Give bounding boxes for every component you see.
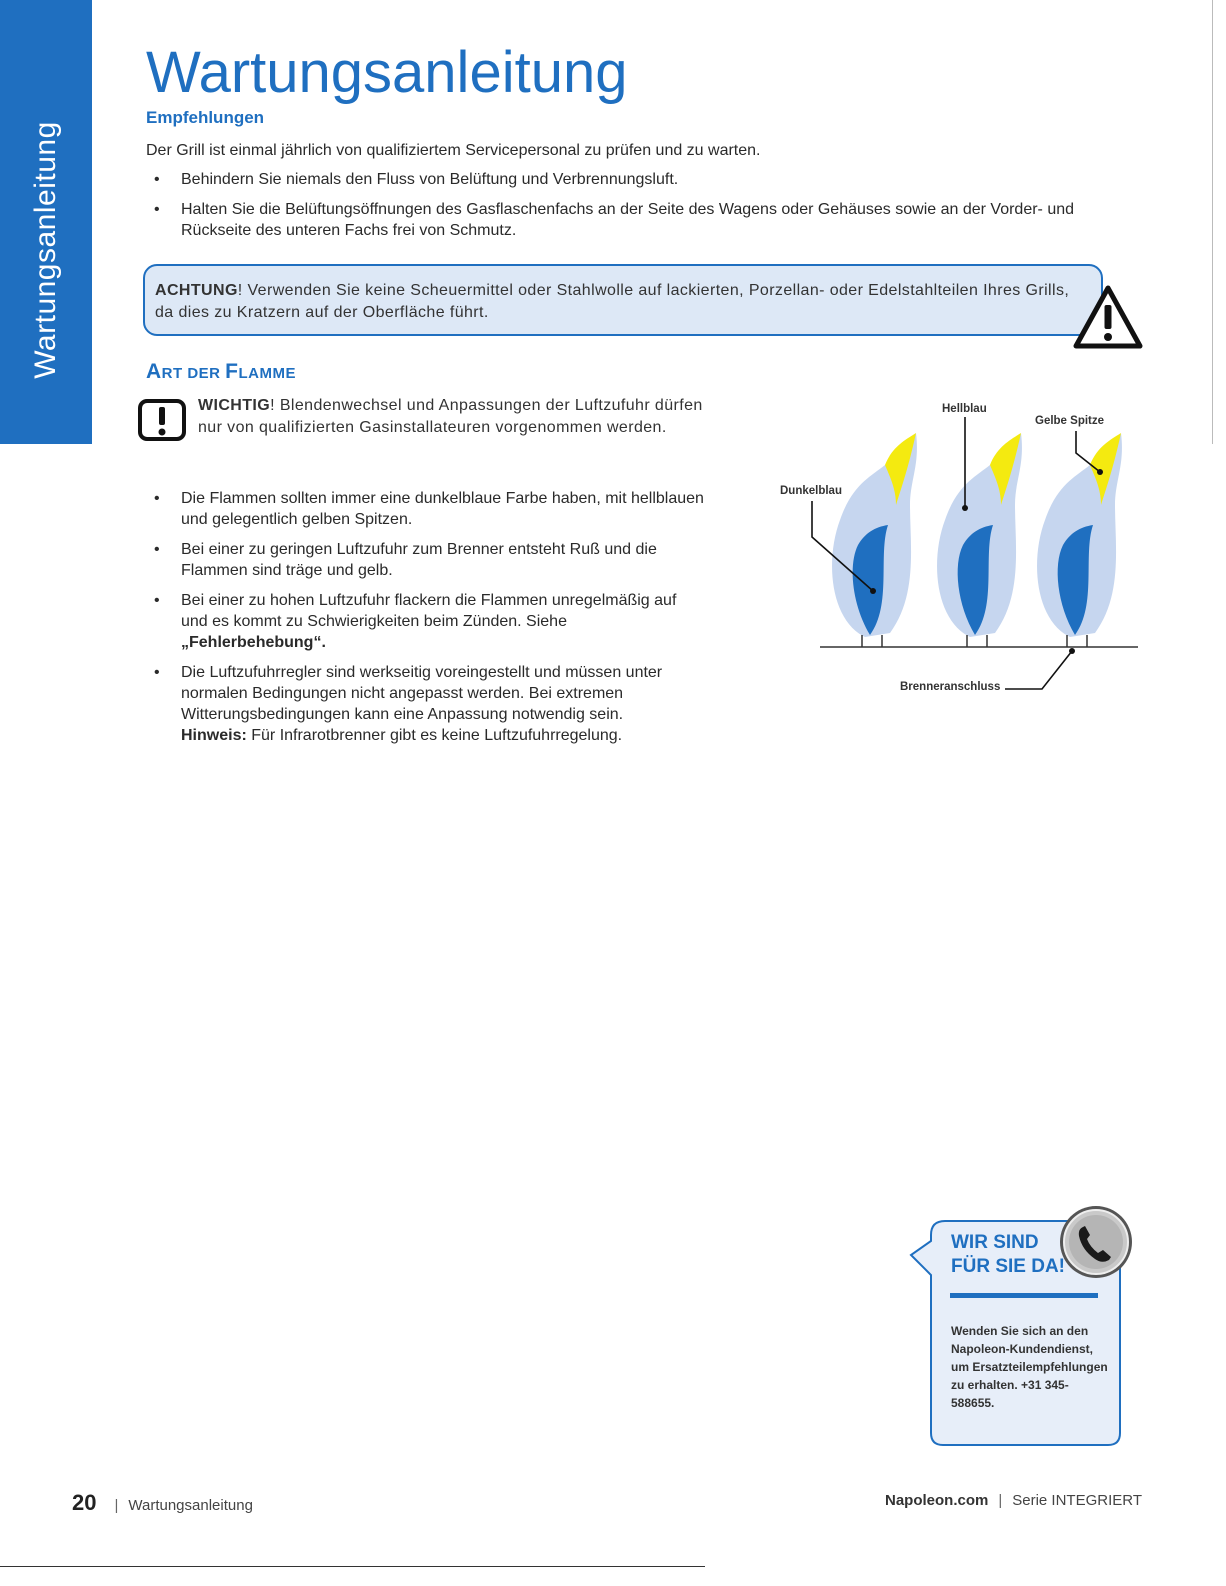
contact-title-line: FÜR SIE DA! — [951, 1256, 1065, 1277]
caution-text — [155, 280, 1075, 324]
sub-heading: Empfehlungen — [146, 108, 265, 127]
caution-label: ACHTUNG — [155, 282, 238, 299]
phone-icon — [1060, 1206, 1132, 1278]
flame-1 — [832, 433, 917, 637]
bottom-rule — [0, 1566, 705, 1567]
contact-title-line: WIR SIND — [951, 1232, 1039, 1253]
caution-body: ! Verwenden Sie keine Scheuermittel oder Stahlwolle auf lackierten, Porzellan- oder Edelstahlteilen Ihres Grills, da dies zu Kratzern auf der Oberfläche führt. — [155, 282, 1070, 321]
side-tab-label: Wartungsanleitung — [29, 121, 62, 379]
label-yellow-tip: Gelbe Spitze — [1035, 415, 1105, 427]
flame-list — [146, 488, 706, 755]
flame-3 — [1037, 433, 1122, 637]
side-tab — [0, 0, 92, 444]
important-note — [198, 395, 708, 439]
important-label: WICHTIG — [198, 397, 271, 414]
heading-part: RT DER — [161, 365, 226, 382]
note-text: Für Infrarotbrenner gibt es keine Luftzufuhrregelung. — [246, 727, 623, 744]
list-item — [146, 662, 706, 746]
flame-section-heading — [146, 360, 296, 384]
contact-title — [951, 1231, 1066, 1279]
burner-ports — [862, 635, 1087, 647]
troubleshooting-reference: „Fehlerbehebung“. — [181, 634, 326, 651]
heading-part: LAMME — [238, 365, 296, 382]
important-exclamation-icon — [137, 398, 187, 442]
footer-series: Serie INTEGRIERT — [1012, 1492, 1142, 1509]
list-item: • Behindern Sie niemals den Fluss von Belüftung und Verbrennungsluft. — [146, 169, 1126, 190]
page-title: Wartungsanleitung — [146, 40, 628, 105]
label-dark-blue: Dunkelblau — [780, 485, 842, 497]
footer-separator: | — [998, 1492, 1003, 1509]
recommendation-list — [146, 169, 1126, 250]
footer-left — [72, 1490, 253, 1516]
footer-section: Wartungsanleitung — [128, 1497, 253, 1514]
heading-letter: F — [225, 360, 239, 383]
label-burner-port: Brenneranschluss — [900, 681, 1001, 693]
footer-right — [885, 1492, 1142, 1509]
list-item: • Halten Sie die Belüftungsöffnungen des Gasflaschenfachs an der Seite des Wagens oder Gehäuses sowie an der Vorder- und Rückseite des unteren Fachs frei von Schmutz. — [146, 199, 1126, 241]
right-edge-rule — [1212, 0, 1213, 444]
contact-text: Wenden Sie sich an den Napoleon-Kundendienst, um Ersatzteilempfehlungen zu erhalten. +31 345-588655. — [951, 1324, 1108, 1410]
footer-site: Napoleon.com — [884, 1492, 989, 1509]
page-number: 20 — [72, 1490, 97, 1515]
heading-letter: A — [146, 360, 162, 383]
list-item-text: Die Luftzufuhrregler sind werkseitig voreingestellt und müssen unter normalen Bedingungen nicht angepasst werden. Bei extremen Witterungsbedingungen kann eine Anpassung notwendig sein. — [181, 664, 663, 723]
list-item — [146, 590, 706, 653]
flame-2 — [937, 433, 1022, 637]
list-item: • Die Flammen sollten immer eine dunkelblaue Farbe haben, mit hellblauen und gelegentlich gelben Spitzen. — [146, 488, 706, 530]
important-body: ! Blendenwechsel und Anpassungen der Luftzufuhr dürfen nur von qualifizierten Gasinstallateuren vorgenommen werden. — [198, 397, 703, 436]
flame-diagram — [770, 395, 1150, 705]
label-light-blue: Hellblau — [942, 403, 987, 415]
contact-divider — [950, 1293, 1098, 1298]
list-item-text: Bei einer zu hohen Luftzufuhr flackern die Flammen unregelmäßig auf und es kommt zu Schwierigkeiten beim Zünden. Siehe — [181, 592, 677, 630]
warning-triangle-icon — [1072, 283, 1144, 351]
footer-separator: | — [114, 1497, 119, 1514]
list-item: • Bei einer zu geringen Luftzufuhr zum Brenner entsteht Ruß und die Flammen sind träge und gelb. — [146, 539, 706, 581]
note-label: Hinweis: — [181, 727, 247, 744]
intro-text: Der Grill ist einmal jährlich von qualifiziertem Servicepersonal zu prüfen und zu warten. — [146, 142, 761, 159]
